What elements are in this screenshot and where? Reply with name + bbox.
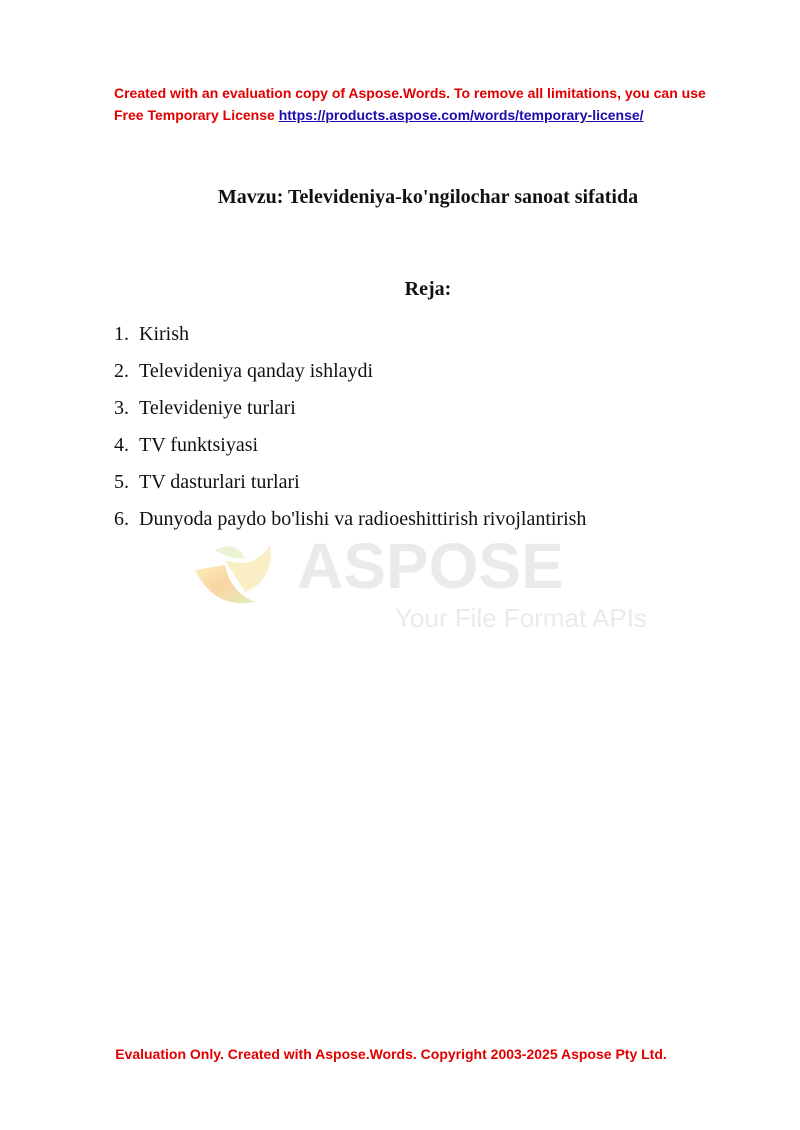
evaluation-notice-prefix: Free Temporary License xyxy=(114,107,279,123)
plan-item-number: 5. xyxy=(114,471,129,493)
evaluation-notice xyxy=(114,82,734,126)
document-title: Mavzu: Televideniya-ko'ngilochar sanoat sifatida xyxy=(217,186,639,208)
aspose-watermark xyxy=(185,530,685,640)
watermark-brand: ASPOSE xyxy=(297,530,564,602)
evaluation-notice-line2 xyxy=(114,104,734,126)
aspose-logo-icon xyxy=(195,545,271,603)
plan-item-number: 2. xyxy=(114,360,129,382)
plan-item xyxy=(114,433,586,470)
plan-item-text: TV dasturlari turlari xyxy=(139,471,300,493)
plan-list xyxy=(114,322,586,544)
evaluation-notice-line1: Created with an evaluation copy of Aspose.Words. To remove all limitations, you can use xyxy=(114,85,706,101)
plan-item xyxy=(114,322,586,359)
plan-item-text: Televideniya qanday ishlaydi xyxy=(139,360,374,382)
temporary-license-link[interactable]: https://products.aspose.com/words/temporary-license/ xyxy=(278,107,644,123)
plan-item xyxy=(114,396,586,433)
plan-item-number: 6. xyxy=(114,508,129,530)
plan-heading: Reja: xyxy=(404,278,452,300)
plan-item-text: TV funktsiyasi xyxy=(139,434,259,456)
plan-item-text: Kirish xyxy=(139,323,189,345)
plan-item xyxy=(114,359,586,396)
watermark-tagline: Your File Format APIs xyxy=(395,603,647,633)
evaluation-footer: Evaluation Only. Created with Aspose.Words. Copyright 2003-2025 Aspose Pty Ltd. xyxy=(115,1046,667,1062)
plan-item-number: 1. xyxy=(114,323,129,345)
plan-item-text: Televideniye turlari xyxy=(139,397,296,419)
plan-item-number: 3. xyxy=(114,397,129,419)
plan-item xyxy=(114,470,586,507)
plan-item-number: 4. xyxy=(114,434,129,456)
plan-item-text: Dunyoda paydo bo'lishi va radioeshittirish rivojlantirish xyxy=(139,508,587,530)
